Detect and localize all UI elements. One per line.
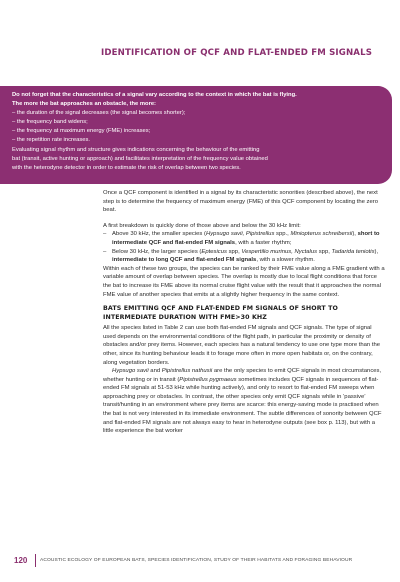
paragraph: Hypsugo savii and Pipistrellus nathusii are the only species to emit QCF signals in most circumstances, whether hunting or in transit (Pipistrellus pygmaeus sometimes includes QCF signals in sequences of flat-ended FM signals at 51-53 kHz while hunting actively), and only to resort to flat-ended FM sweeps when approaching prey or obstacles. In contrast, the other species only emit QCF signals while in ‘passive’ transit/hunting in an environment where prey items are scarce: this energy-saving mode is practised when the bat is not very interested in its immediate environment. The subtle differences of sonority between QCF and flat-ended FM signals are not always easy to hear in heterodyne outputs (see box p. 113), but with a little experience the bat worker [103,368,382,435]
page-footer [14,557,394,567]
note-line: – the frequency at maximum energy (FME) increases; [12,128,151,135]
note-line: The more the bat approaches an obstacle, the more: [12,101,156,108]
paragraph: All the species listed in Table 2 can use both flat-ended FM signals and QCF signals. The type of signal used depends on the environmental conditions of the flight path, in particular the proximity or density of obstacles and/or prey items. However, each species has a natural tendency to use one type more than the other, since its hunting behaviour leads it to forage more often in more open habitats or, on the contrary, along vegetation borders. [103,325,381,366]
note-line: – the duration of the signal decreases (the signal becomes shorter); [12,110,186,117]
sub-heading: BATS EMITTING QCF AND FLAT-ENDED FM SIGNALS OF SHORT TO INTERMEDIATE DURATION WITH FME>30 KHZ [103,305,338,321]
note-line: with the heterodyne detector in order to estimate the risk of overlap between two species. [12,164,241,171]
section-heading: IDENTIFICATION OF QCF AND FLAT-ENDED FM SIGNALS [101,48,373,58]
body-text [103,189,385,436]
note-line: Do not forget that the characteristics of a signal vary according to the context in which the bat is flying. [12,92,297,98]
note-box [0,86,392,184]
list-item: – Below 30 kHz, the larger species (Eptesicus spp, Vespertilio murinus, Nyctalus spp, Tadarida teniotis), intermediate to long QCF and flat-ended FM signals, with a slower rhythm. [103,248,379,264]
paragraph: Within each of these two groups, the species can be ranked by their FME value along a FME gradient with a variable amount of overlap between species. The overlap is mostly due to local flight conditions that force the bat to increase its FME above its normal cruise flight value with the result that it approaches the normal FME value of another species that emits at a slightly higher frequency in the same context. [103,265,385,298]
paragraph: A first breakdown is quickly done of those above and below the 30 kHz limit: [103,222,301,229]
footer-divider [35,554,36,567]
note-line: – the frequency band widens; [12,119,88,126]
note-line: – the repetition rate increases. [12,137,90,144]
page-number: 120 [14,556,28,565]
note-line: bat (transit, active hunting or approach) and facilitates interpretation of the frequency value obtained [12,155,268,162]
note-line: Evaluating signal rhythm and structure gives indications concerning the behaviour of the emitting [12,146,260,153]
paragraph: Once a QCF component is identified in a signal by its characteristic sonorities (described above), the next step is to determine the frequency of maximum energy (FME) of this QCF component by locating the zero beat. [103,190,379,214]
list-item: – Above 30 kHz, the smaller species (Hypsugo savii, Pipistrellus spp., Miniopterus schreibersii), short to intermediate QCF and flat-ended FM signals, with a faster rhythm; [103,231,380,246]
running-footer: ACOUSTIC ECOLOGY OF EUROPEAN BATS, SPECIES IDENTIFICATION, STUDY OF THEIR HABITATS AND FORAGING BEHAVIOUR [40,558,353,563]
